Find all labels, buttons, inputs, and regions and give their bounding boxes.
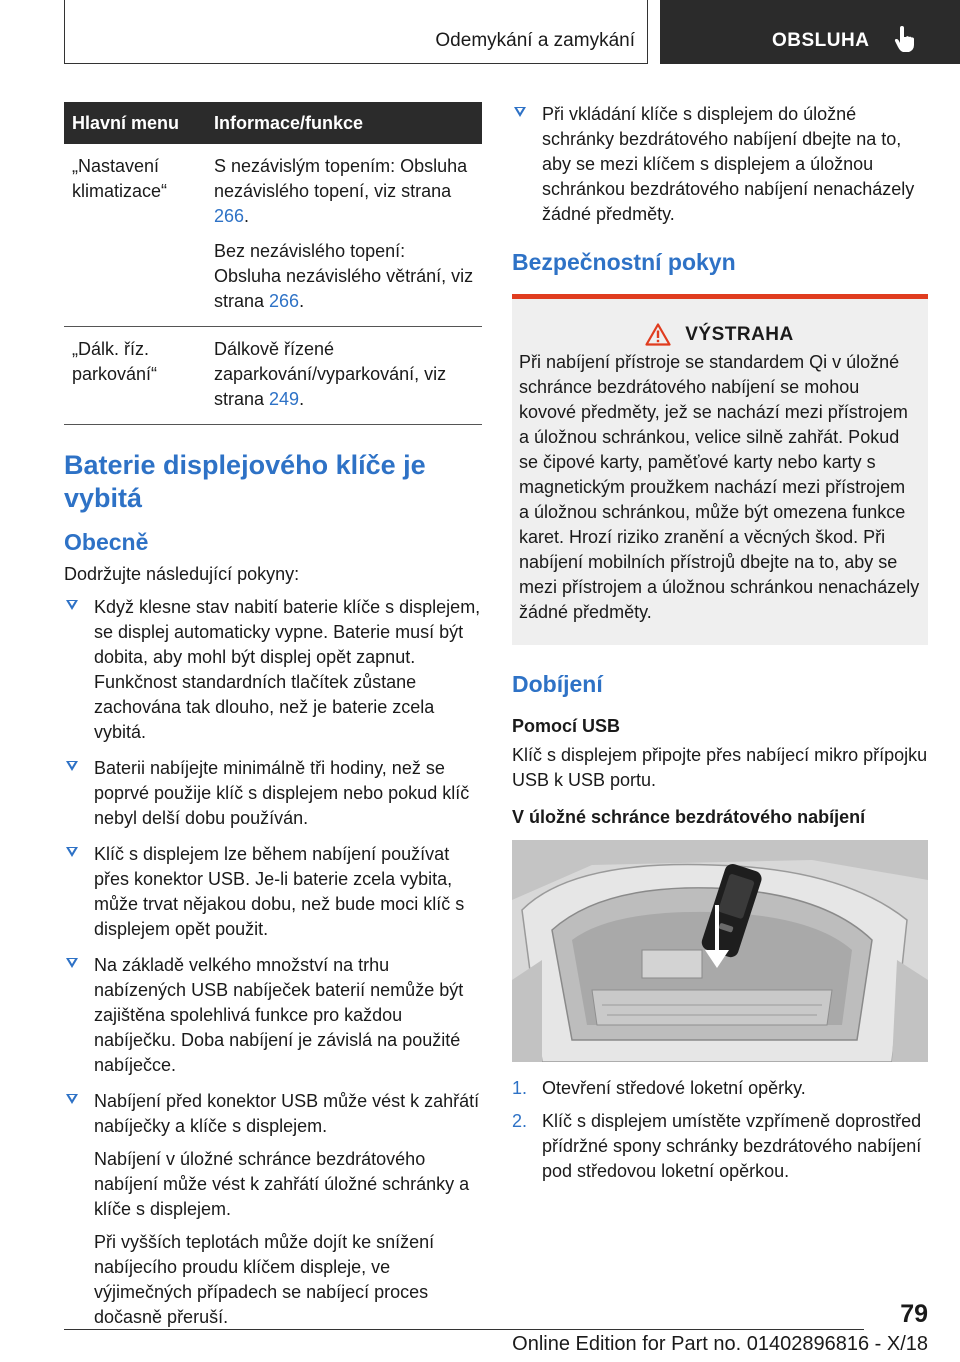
triangle-bullet-icon xyxy=(66,958,78,968)
table-cell-menu: „Nastavení klimatizace“ xyxy=(64,144,206,327)
list-item xyxy=(512,102,928,227)
list-item-text: Při vkládání klíče s displejem do úložné schránky bezdrátového nabíjení dbejte na to, aby se mezi klíčem s displejem a úložnou schránkou bezdrátového nabíjení nenacházely žádné předměty. xyxy=(542,104,915,224)
hand-pointer-icon xyxy=(894,26,916,52)
info-text: . xyxy=(299,291,305,311)
triangle-bullet-icon xyxy=(66,1094,78,1104)
footer-text: Online Edition for Part no. 01402896816 - X/18 xyxy=(512,1333,928,1355)
footer-divider xyxy=(64,1329,864,1330)
armrest-charging-illustration xyxy=(512,840,928,1062)
list-item xyxy=(512,1076,928,1101)
info-text: . xyxy=(299,389,305,409)
step-text: Otevření středové loketní opěrky. xyxy=(542,1078,806,1098)
triangle-bullet-icon xyxy=(514,107,526,117)
subheading: V úložné schránce bezdrátového nabíjení xyxy=(512,807,866,827)
triangle-bullet-icon xyxy=(66,761,78,771)
table-cell-info xyxy=(206,327,482,425)
usb-text: Klíč s displejem připojte přes nabíjecí mikro přípojku USB k USB portu. xyxy=(512,745,928,790)
header-section-tab xyxy=(660,0,960,64)
menu-table xyxy=(64,102,482,425)
triangle-bullet-icon xyxy=(66,600,78,610)
list-item-text: Při vyšších teplotách může dojít ke snížení nabíjecího proudu klíčem displeje, ve výjimečných případech se nabíjecí proces dočasně přeruší. xyxy=(94,1232,435,1327)
list-item xyxy=(64,842,482,942)
table-row xyxy=(64,144,482,327)
list-item xyxy=(64,756,482,831)
header-chapter-box xyxy=(64,0,648,64)
list-item-text: Nabíjení před konektor USB může vést k zahřátí nabíječky a klíče s displejem. xyxy=(94,1091,480,1136)
triangle-bullet-icon xyxy=(66,847,78,857)
info-text: S nezávislým topením: Obsluha nezávislého topení, viz strana xyxy=(214,156,468,201)
info-text: . xyxy=(244,206,250,226)
list-item-text: Baterii nabíjejte minimálně tři hodiny, než se poprvé použije klíč s displejem nebo pokud klíč nebyl delší dobu používán. xyxy=(94,758,470,828)
warning-text: Při nabíjení přístroje se standardem Qi v úložné schránce bezdrátového nabíjení se mohou kovové předměty, jež se nachází mezi přístrojem a úložnou schránkou, velice silně zahřát. Pokud se čipové karty, paměťové karty nebo karty s magnetickým proužkem nachází mezi přístrojem a úložnou schránkou, může být omezena funkce karet. Hrozí riziko zranění a věcných škod. Při nabíjení mobilních přístrojů dbejte na to, aby se mezi přístrojem a úložnou schránkou nenacházely žádné předměty. xyxy=(519,352,920,622)
chapter-title: Odemykání a zamykání xyxy=(435,30,635,51)
step-number: 1. xyxy=(512,1078,528,1098)
info-text: Bez nezávislého topení: Obsluha nezávislého větrání, viz strana xyxy=(214,241,474,311)
warning-triangle-icon xyxy=(645,323,671,346)
page-link[interactable]: 266 xyxy=(269,291,300,311)
subsection-heading: Dobíjení xyxy=(512,671,603,697)
instruction-list xyxy=(512,102,928,227)
page-link[interactable]: 249 xyxy=(269,389,300,409)
table-header-row xyxy=(64,102,482,144)
table-cell-menu: „Dálk. říz. parkování“ xyxy=(64,327,206,425)
list-item xyxy=(512,1109,928,1184)
page-link[interactable]: 266 xyxy=(214,206,245,226)
step-text: Klíč s displejem umístěte vzpřímeně doprostřed přídržné spony schránky bezdrátového nabíjení pod středovou loketní opěrkou. xyxy=(542,1111,922,1181)
table-header: Hlavní menu xyxy=(64,102,206,144)
step-number: 2. xyxy=(512,1111,528,1131)
warning-title: VÝSTRAHA xyxy=(685,323,794,345)
list-item-text: Když klesne stav nabití baterie klíče s displejem, se displej automaticky vypne. Baterie musí být dobita, aby mohl být displej opět zapnut. Funkčnost standardních tlačítek zůstane zachována tak dlouho, než je baterie zcela vybitá. xyxy=(94,597,481,742)
list-item xyxy=(64,1089,482,1330)
list-item-text: Na základě velkého množství na trhu nabízených USB nabíječek baterií nemůže být zajištěna spolehlivá funkce pro každou nabíječku. Doba nabíjení je závislá na použité nabíječce. xyxy=(94,955,464,1075)
intro-text: Dodržujte následující pokyny: xyxy=(64,564,300,584)
list-item xyxy=(64,595,482,745)
table-cell-info xyxy=(206,144,482,327)
subheading: Pomocí USB xyxy=(512,716,621,736)
list-item xyxy=(64,953,482,1078)
warning-box xyxy=(512,294,928,645)
warning-header xyxy=(519,323,920,346)
subsection-heading: Obecně xyxy=(64,529,149,555)
info-text: Dálkově řízené zaparkování/vyparkování, viz strana xyxy=(214,339,447,409)
section-heading: Baterie displejového klíče je vybitá xyxy=(64,450,426,513)
subsection-heading: Bezpečnostní pokyn xyxy=(512,249,736,275)
list-item-text: Klíč s displejem lze během nabíjení používat přes konektor USB. Je-li baterie zcela vybita, může trvat nějakou dobu, než bude moci klíč s displejem opět použit. xyxy=(94,844,465,939)
right-column xyxy=(512,102,928,1192)
left-column xyxy=(64,102,482,1341)
section-title: OBSLUHA xyxy=(772,30,870,51)
instruction-list xyxy=(64,595,482,1330)
table-row xyxy=(64,327,482,425)
list-item-text: Nabíjení v úložné schránce bezdrátového nabíjení může vést k zahřátí úložné schránky a klíče s displejem. xyxy=(94,1149,470,1219)
armrest-drawing xyxy=(512,840,928,1062)
page-number: 79 xyxy=(900,1300,928,1328)
table-header: Informace/funkce xyxy=(206,102,482,144)
steps-list xyxy=(512,1076,928,1184)
